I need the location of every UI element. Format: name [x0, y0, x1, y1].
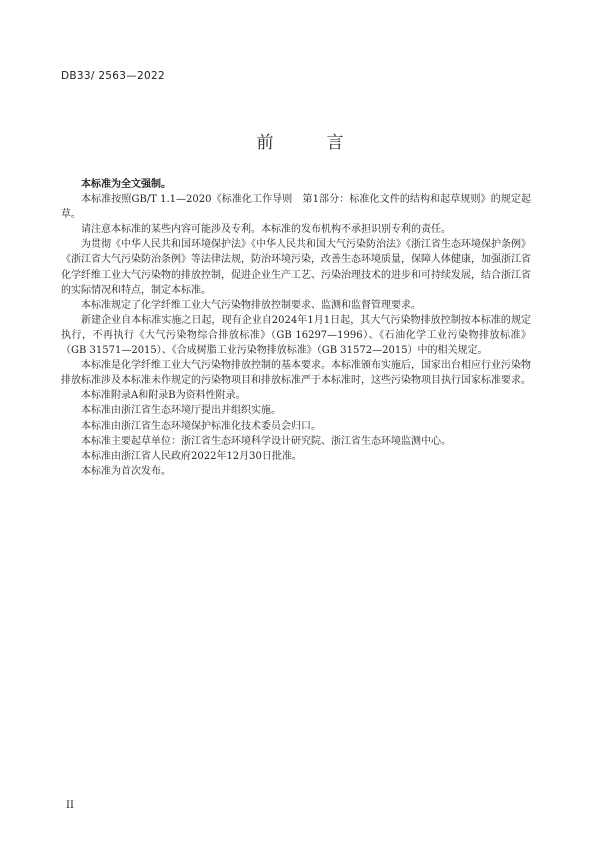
paragraph-proposer: 本标准由浙江省生态环境厅提出并组织实施。 [81, 405, 281, 417]
paragraph-patent-notice: 请注意本标准的某些内容可能涉及专利。本标准的发布机构不承担识别专利的责任。 [81, 224, 451, 236]
paragraph-drafters: 本标准主要起草单位：浙江省生态环境科学设计研究院、浙江省生态环境监测中心。 [81, 435, 451, 447]
paragraph-approval: 本标准由浙江省人民政府2022年12月30日批准。 [81, 450, 302, 462]
paragraph-annexes: 本标准附录A和附录B为资料性附录。 [81, 390, 246, 402]
document-code: DB33/ 2563—2022 [61, 70, 165, 82]
paragraph-scope: 本标准规定了化学纤维工业大气污染物排放控制要求、监测和监督管理要求。 [81, 299, 421, 311]
foreword-body [61, 177, 531, 479]
paragraph-implementation: 新建企业自本标准实施之日起，现有企业自2024年1月1日起，其大气污染物排放控制按本标准的规定执行，不再执行《大气污染物综合排放标准》（GB 16297—1996）、《石油化学工业污染物排放标准》（GB 31571—2015）、《合成树脂工业污染物排放标准》（GB 31572—2015）中的相关规定。 [61, 314, 531, 357]
paragraph-mandatory: 本标准为全文强制。 [81, 179, 171, 190]
page-title: 前 言 [256, 133, 362, 153]
paragraph-purpose: 为贯彻《中华人民共和国环境保护法》《中华人民共和国大气污染防治法》《浙江省生态环境保护条例》《浙江省大气污染防治条例》等法律法规，防治环境污染，改善生态环境质量，保障人体健康，加强浙江省化学纤维工业大气污染物的排放控制，促进企业生产工艺、污染治理技术的进步和可持续发展，结合浙江省的实际情况和特点，制定本标准。 [61, 239, 531, 296]
paragraph-committee: 本标准由浙江省生态环境保护标准化技术委员会归口。 [81, 420, 321, 432]
paragraph-basic-requirements: 本标准是化学纤维工业大气污染物排放控制的基本要求。本标准颁布实施后，国家出台相应行业污染物排放标准涉及本标准未作规定的污染物项目和排放标准严于本标准时，这些污染物项目执行国家标准要求。 [61, 360, 531, 387]
paragraph-drafting-rules: 本标准按照GB/T 1.1—2020《标准化工作导则 第1部分：标准化文件的结构和起草规则》的规定起草。 [61, 194, 531, 221]
page-number: II [66, 800, 74, 811]
paragraph-first-release: 本标准为首次发布。 [81, 465, 171, 477]
